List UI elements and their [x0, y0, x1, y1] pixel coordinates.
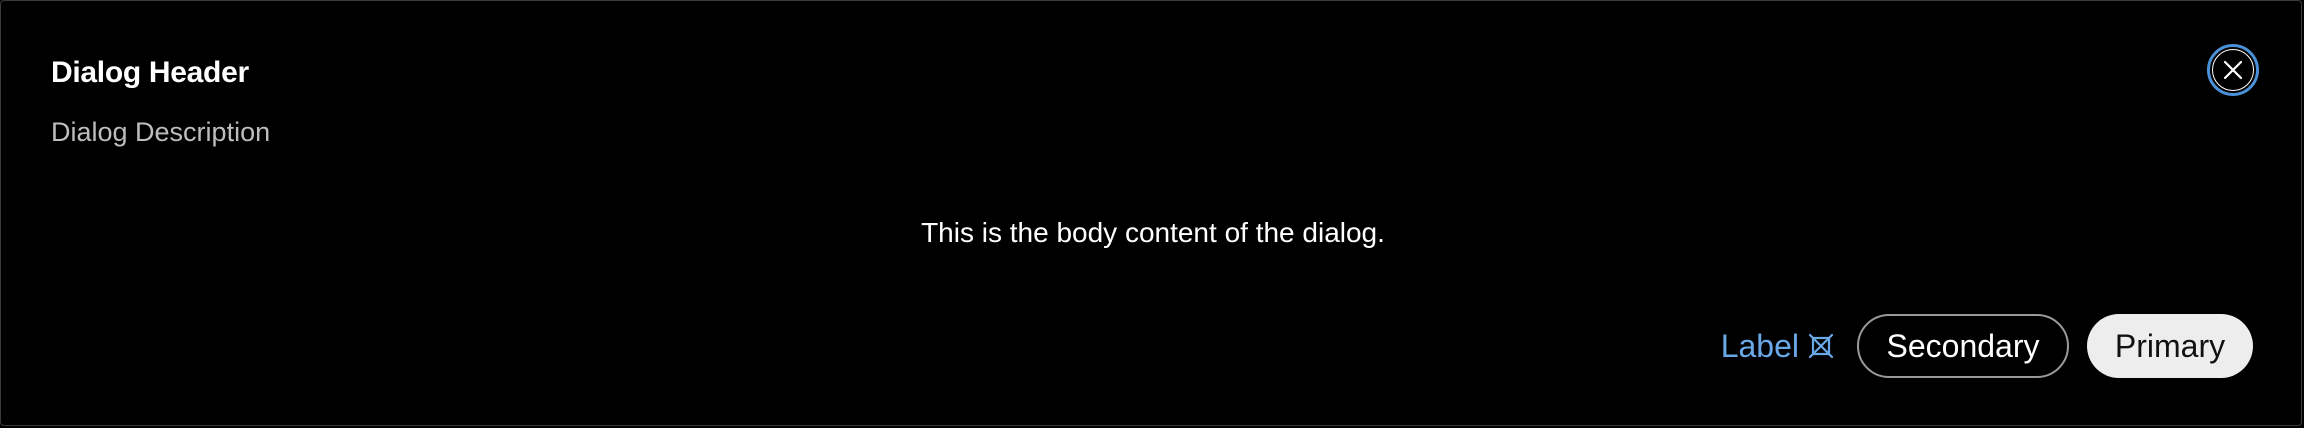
close-button-ring [2212, 49, 2254, 91]
dialog-description: Dialog Description [51, 117, 271, 147]
crossed-box-icon [1807, 332, 1835, 360]
close-button[interactable] [2207, 44, 2259, 96]
label-link-button[interactable] [1721, 328, 1835, 365]
dialog-body: This is the body content of the dialog. [921, 217, 1385, 248]
dialog-title: Dialog Header [51, 56, 249, 89]
dialog-footer [1721, 314, 2253, 378]
label-link-text: Label [1720, 327, 1799, 364]
secondary-button[interactable]: Secondary [1857, 314, 2069, 378]
primary-button[interactable]: Primary [2087, 314, 2253, 378]
